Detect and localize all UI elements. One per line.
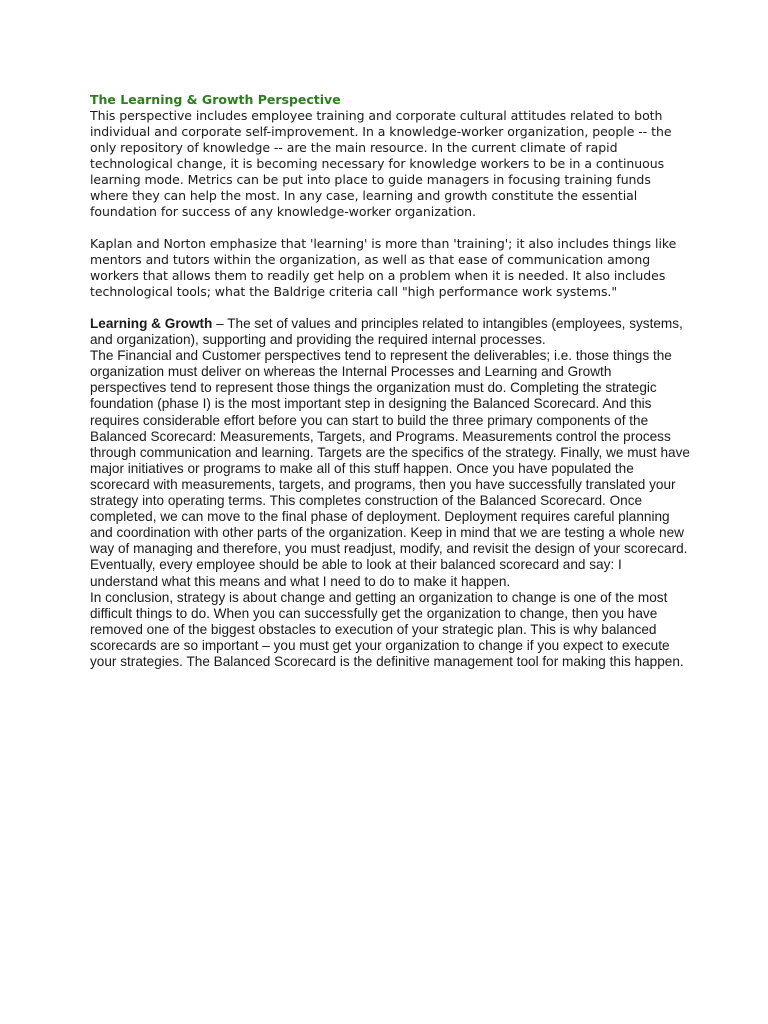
definition-text: – The set of values and principles related to intangibles (employees, systems, and organization), supporting and providing the required internal processes. xyxy=(90,316,683,348)
body-paragraph-1: The Financial and Customer perspectives tend to represent the deliverables; i.e. those things the organization must deliver on whereas the Internal Processes and Learning and Growth perspectives tend to represent those things the organization must do. Completing the strategic foundation (phase I) is the most important step in designing the Balanced Scorecard. And this requires considerable effort before you can start to build the three primary components of the Balanced Scorecard: Measurements, Targets, and Programs. Measurements control the process through communication and learning. Targets are the specifics of the strategy. Finally, we must have major initiatives or programs to make all of this stuff happen. Once you have populated the scorecard with measurements, targets, and programs, then you have successfully translated your strategy into operating terms. This completes construction of the Balanced Scorecard. Once completed, we can move to the final phase of deployment. Deployment requires careful planning and coordination with other parts of the organization. Keep in mind that we are testing a whole new way of managing and therefore, you must readjust, modify, and revisit the design of your scorecard. Eventually, every employee should be able to look at their balanced scorecard and say: I understand what this means and what I need to do to make it happen. xyxy=(90,348,690,589)
perspective-description xyxy=(90,108,690,300)
perspective-paragraph-2: Kaplan and Norton emphasize that 'learning' is more than 'training'; it also includes things like mentors and tutors within the organization, as well as that ease of communication among workers that allows them to readily get help on a problem when it is needed. It also includes technological tools; what the Baldrige criteria call "high performance work systems." xyxy=(90,236,677,299)
section-heading: The Learning & Growth Perspective xyxy=(90,92,341,107)
perspective-paragraph-1: This perspective includes employee training and corporate cultural attitudes related to both individual and corporate self-improvement. In a knowledge-worker organization, people -- the only repository of knowledge -- are the main resource. In the current climate of rapid technological change, it is becoming necessary for knowledge workers to be in a continuous learning mode. Metrics can be put into place to guide managers in focusing training funds where they can help the most. In any case, learning and growth constitute the essential foundation for success of any knowledge-worker organization. xyxy=(90,108,672,219)
section-gap xyxy=(90,300,690,316)
body-paragraph-2: In conclusion, strategy is about change and getting an organization to change is one of the most difficult things to do. When you can successfully get the organization to change, then you have removed one of the biggest obstacles to execution of your strategic plan. This is why balanced scorecards are so important – you must get your organization to change if you expect to execute your strategies. The Balanced Scorecard is the definitive management tool for making this happen. xyxy=(90,589,684,669)
definition-paragraph xyxy=(90,316,690,348)
document-page xyxy=(90,92,690,670)
body-text xyxy=(90,316,690,670)
definition-term: Learning & Growth xyxy=(90,316,213,331)
paragraph-gap xyxy=(90,220,690,236)
